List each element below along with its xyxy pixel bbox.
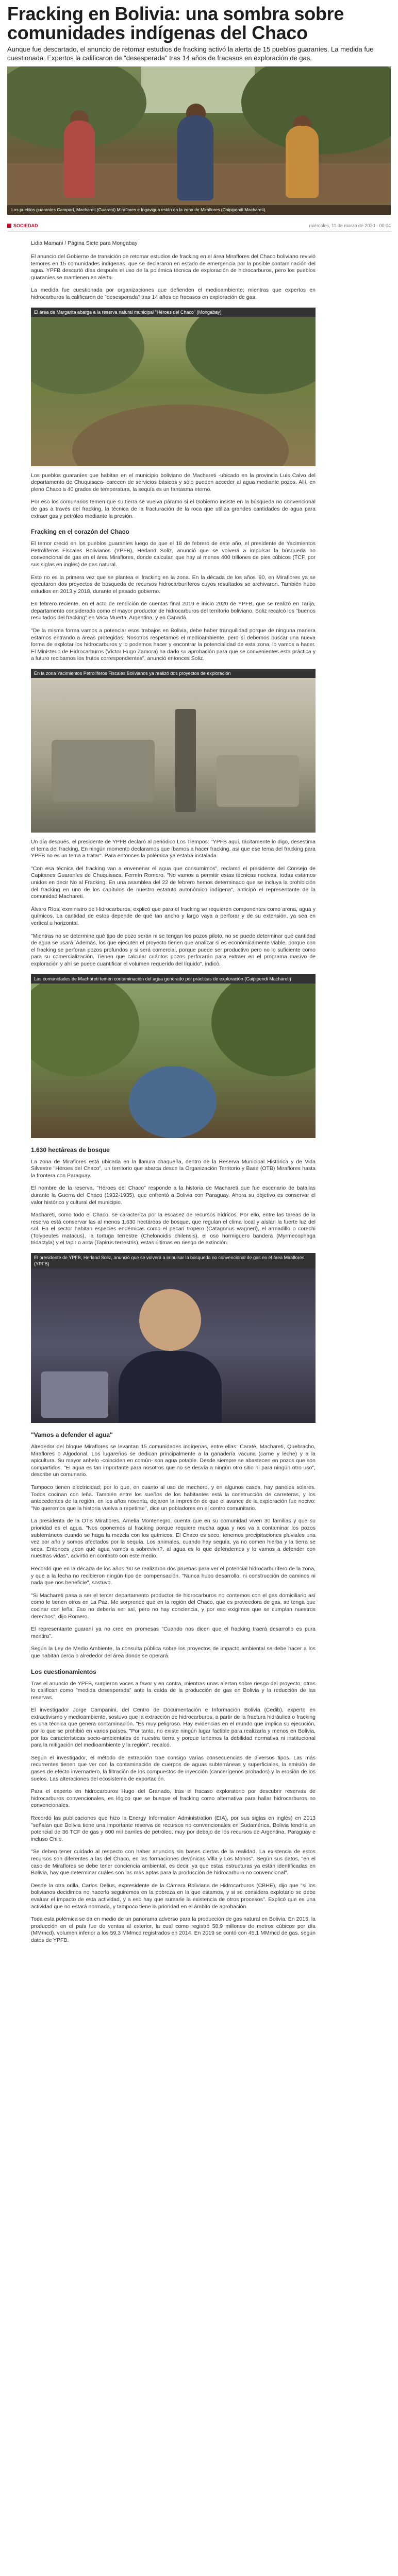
article-body [31,240,316,1944]
paragraph: Por eso los comunarios temen que su tierra se vuelva páramo si el Gobierno insiste en la búsqueda no convencional de gas a través del fracking, la técnica de la fracturación de la roca que utiliza grandes cantidades de agua para extraer gas y petróleo mediante la presión. [31,499,316,519]
subheading: Los cuestionamientos [31,1668,96,1675]
section-name: SOCIEDAD [13,223,38,228]
paragraph: Alrededor del bloque Miraflores se levantan 15 comunidades indígenas, entre ellas: Caraté, Machareti, Quebracho, Miraflores o Algodonal. Los lugareños se dedican principalmente a la ganadería vacuna (carne y leche) y a la apicultura. Su mayor anhelo -coinciden en común- son agua potable. Desde siempre se abastecen en pozos que son compartidos. "El agua es tan importante para nosotros que no se desvía a ningún otro sitio ni para ningún otro uso", describe un comunario. [31,1444,316,1478]
inline-photo-2[interactable] [31,669,316,833]
paragraph: El representante guaraní ya no cree en promesas "Cuando nos dicen que el fracking traerá desarrollo es pura mentira". [31,1626,316,1639]
inline-photo-caption: El presidente de YPFB, Herland Soliz, anunció que se volverá a impulsar la búsqueda no convencional de gas en el área Miraflores (YPFB) [31,1253,316,1268]
paragraph: Los pueblos guaraníes que habitan en el municipio boliviano de Machareti -ubicado en la provincia Luis Calvo del departamento de Chuquisaca- carecen de servicios básicos y sólo pueden acceder al agua mediante pozos. Allí, en pleno Chaco a 40 grados de temperatura, la sequía es un fantasma eterno. [31,472,316,493]
paragraph: Tras el anuncio de YPFB, surgieron voces a favor y en contra, mientras unas alertan sobre riesgo del proyecto, otras lo califican como "medida desesperada" ante la caída de la producción de gas en Bolivia y la reducción de las reservas. [31,1680,316,1701]
subheading: 1.630 hectáreas de bosque [31,1146,110,1154]
inline-image [31,1268,316,1423]
paragraph: El temor creció en los pueblos guaraníes luego de que el 18 de febrero de este año, el presidente de Yacimientos Petrolíferos Fiscales Bolivianos (YPFB), Herland Soliz, anunció que se volverá a impulsar la búsqueda no convencional de gas en el área Miraflores, donde calculan que hay al menos 400 trillones de pies cúbicos (TCF, por sus siglas en inglés) de gas natural. [31,540,316,568]
inline-image [31,984,316,1138]
inline-photo-3[interactable] [31,974,316,1138]
paragraph: Toda esta polémica se da en medio de un panorama adverso para la producción de gas natural en Bolivia. En 2015, la producción en el país fue de ventas al exterior, la cual como registró 58,9 millones de metros cúbicos por día (MMmcd), volumen inferior a los 59,3 MMmcd registrados en 2014. En 2019 se contó con 45,1 MMmcd de gas, según datos de YPFB. [31,1916,316,1943]
paragraph: Machareti, como todo el Chaco, se caracteriza por la escasez de recursos hídricos. Por ello, entre las tareas de la reserva está conservar las al menos 1.630 hectáreas de bosque, que regulan el clima local y aíslan la fuerte luz del sol. En el sector habitan especies endémicas como el pecarí tropero (Catagonus wagneri), el armadillo o corechi (Tolypeutes matacus), la tortuga terrestre (Chelonoidis chilensis), el oso hormiguero bandera (Myrmecophaga tridactyla) y el tapir o anta (Tapirus terrestris), estas últimas en riesgo de extinción. [31,1212,316,1246]
paragraph: "Mientras no se determine qué tipo de pozo serán ni se tengan los pozos piloto, no se puede determinar qué cantidad de agua se usará. Además, los que ejecuten el proyecto tienen que analizar si es económicamente viable, porque con el fracking se perforan pozos profundos y si será comercial, porque puede ser productivo pero no lo suficiente como para su comercialización. Tienen que calcular cuántos pozos perforarán para extraer en el programa masivo de exploración y ahí se puede cuantificar el volumen requerido del líquido", indicó. [31,933,316,967]
hero-photo-caption: Los pueblos guaraníes Caraparí, Machareti (Guaraní) Miraflores e Ingavigua están en la zona de Miraflores (Caipipendi Machareti). [7,205,391,215]
publish-date: miércoles, 11 de marzo de 2020 · 00:04 [309,223,391,228]
paragraph: La medida fue cuestionada por organizaciones que defienden el medioambiente; mientras que expertos en hidrocarburos la calificaron de "desesperada" tras 14 años de fracasos en exploración de gas. [31,287,316,300]
article-title: Fracking en Bolivia: una sombra sobre comunidades indígenas del Chaco [7,3,344,43]
paragraph: Desde la otra orilla, Carlos Delius, expresidente de la Cámara Boliviana de Hidrocarburos (CBHE), dijo que "si los bolivianos decidimos no hacerlo seguiremos en la pobreza en la que estamos, y si se considera explotarlo se debe evaluar el impacto de esta actividad, y a eso hay que sumarle la existencia de otros procesos". Explicó que es una actividad que no estará normada, y tampoco tiene la prioridad en el ámbito de aprobación. [31,1882,316,1910]
paragraph: Álvaro Ríos, exministro de Hidrocarburos, explicó que para el fracking se requieren componentes como arena, agua y químicos. La cantidad de estos depende de qué tan ancho y largo vaya a perforar y de su extensión, ya sea en vertical u horizontal. [31,906,316,926]
article-meta [7,220,391,232]
paragraph: El investigador Jorge Campanini, del Centro de Documentación e Información Bolivia (Cedib), experto en extractivismo y medioambiente, sostuvo que la extracción de hidrocarburos, a partir de la fractura hidráulica o fracking es una técnica que genera contaminación. "Es muy peligroso. Hay evidencias en el mundo que implica su ejecución, por lo que se prohibió en varios países. "Por tanto, no existe ningún lugar factible para realizarla y menos en Bolivia, por las características socio-ambientales de nuestra tierra y porque tenemos la debilidad normativa ni institucional para la mitigación del medioambiente y la región", recalcó. [31,1707,316,1749]
paragraph: Según la Ley de Medio Ambiente, la consulta pública sobre los proyectos de impacto ambiental se debe hacer a los que habitan cerca o alrededor del área donde se operará. [31,1646,316,1659]
subheading: "Vamos a defender el agua" [31,1431,113,1439]
hero-photo[interactable] [7,66,391,215]
inline-photo-caption: Las comunidades de Machareti temen contaminación del agua generado por prácticas de exploración (Caipipendi Machareti) [31,974,316,984]
byline: Lidia Mamani / Página Siete para Mongabay [31,240,138,246]
paragraph: Para el experto en hidrocarburos Hugo del Granado, tras el fracaso exploratorio por descubrir reservas de hidrocarburos convencionales, es lógico que se busque el fracking como alternativa para hallar hidrocarburos no convencionales. [31,1788,316,1809]
section-label[interactable] [7,223,38,228]
paragraph: "De la misma forma vamos a potenciar esos trabajos en Bolivia, debe haber tranquilidad porque de ninguna manera estamos entrando a áreas protegidas. Nosotros respetamos el medioambiente, pero sí debemos buscar una nueva forma de explotar los hidrocarburos y lo podemos hacer y encontrar la potencialidad de esta zona, lo vamos a hacer. El Ministerio de Hidrocarburos (Víctor Hugo Zamora) ha dado su aprobación para que se convenientes esta práctica y a futuro recibamos los frutos correspondientes", anunció entonces Soliz. [31,628,316,662]
inline-image [31,678,316,833]
paragraph: En febrero reciente, en el acto de rendición de cuentas final 2019 e inicio 2020 de YPFB, que se realizó en Tarija, departamento considerado como el mayor productor de hidrocarburos del territorio boliviano, Soliz recalcó los "buenos resultados del fracking" en Vaca Muerta, Argentina, y en Canadá. [31,601,316,621]
paragraph: La presidenta de la OTB Miraflores, Amelia Montenegro, cuenta que en su comunidad viven 30 familias y que su prioridad es el agua. "Nos oponemos al fracking porque requiere mucha agua y nos va a contaminar los pozos subterráneos cuando se haga la mezcla con los químicos. El Chaco es seco, tenemos precipitaciones pluviales una vez por año y somos afectados por la sequía. Los animales, cuando hay sequía, ya no comen hierba y la tierra se seca. Entonces ¿con qué agua vamos a sobrevivir?, al agua es lo que defendemos y lo vamos a defender con nuestras vidas", advirtió en contacto con este medio. [31,1518,316,1560]
article-lead: Aunque fue descartado, el anuncio de retomar estudios de fracking activó la alerta de 15 pueblos guaraníes. La medida fue cuestionada. Expertos la calificaron de "desesperada" tras 14 años de fracasos en exploración de gas. [7,45,374,62]
paragraph: "Si Machareti pasa a ser el tercer departamento productor de hidrocarburos no contemos con el gas domiciliario así como le tienen otros en La Paz. Me sorprende que en la región del Chaco, que es proveedora de gas, se tenga que cocinar con leña. Eso no debería ser así, pero no hay conciencia, y por eso exigimos que se cumplan nuestros derechos", dijo Romero. [31,1592,316,1620]
paragraph: Recordó las publicaciones que hizo la Energy Information Administration (EIA), por sus siglas en inglés) en 2013 "señalan que Bolivia tiene una importante reserva de recursos no convencionales en Sudamérica, Bolivia tendría un potencial de 36 TCF de gas y 600 mil barriles de petróleo, muy por debajo de los recursos de Argentina, Paraguay e incluso Chile. [31,1815,316,1842]
inline-photo-4[interactable] [31,1253,316,1423]
paragraph: Tampoco tienen electricidad; por lo que, en cuanto al uso de mechero, y en algunos casos, hay paneles solares. Todos cocinan con leña. También entre los sueños de los habitantes está la construcción de carreteras, y los antecedentes de la región, en los años noventa, dejaron la impresión de que el avance de la exploración fue nocivo: "No queremos que la historia vuelva a repetirse", dice un pobladores en el centro comunitario. [31,1484,316,1512]
paragraph: El nombre de la reserva, "Héroes del Chaco" responde a la historia de Machareti que fue escenario de batallas durante la Guerra del Chaco (1932-1935), que enfrentó a Bolivia con Paraguay. Ahora su objetivo es conservar el valor histórico y cultural del municipio. [31,1185,316,1206]
paragraph: Esto no es la primera vez que se plantea el fracking en la zona. En la década de los años '90, en Miraflores ya se ejecutaron dos proyectos de búsqueda de recursos hidrocarburíferos cuyos resultados se archivaron. También hubo estudios en 2013 y 2018, durante el pasado gobierno. [31,574,316,595]
paragraph: "Con esa técnica del fracking van a envenenar el agua que consumimos", reclamó el presidente del Consejo de Capitanes Guaraníes de Chuquisaca, Fermín Romero. "No vamos a permitir estas técnicas nocivas, todas estamos unidos en decir No al Fracking. En una asamblea del 22 de febrero hemos determinado que se incluya la prohibición del fracking en uno de los capítulos de nuestro estatuto autonómico indígena", anticipó el representante de la comunidad Machareti. [31,865,316,900]
paragraph: Según el investigador, el método de extracción trae consigo varias consecuencias de diversos tipos. Las más recurrentes tienen que ver con la contaminación de cuerpos de aguas subterráneas y superficiales, la emisión de gases de efecto invernadero, la filtración de los compuestos de inyección (cancerígenos probados) y la erosión de los suelos. Las alteraciones del ecosistema de exportación. [31,1754,316,1782]
paragraph: Recordó que en la década de los años '90 se realizaron dos pruebas para ver el potencial hidrocarburífero de la zona, y que a la fecha no recibieron ningún tipo de compensación. "Nunca hubo desarrollo, ni construcción de caminos ni nada que nos beneficie", sostuvo. [31,1565,316,1586]
inline-photo-caption: En la zona Yacimientos Petrolíferos Fiscales Bolivianos ya realizó dos proyectos de exploración [31,669,316,678]
section-marker-icon [7,224,11,228]
inline-photo-1[interactable] [31,308,316,466]
subheading: Fracking en el corazón del Chaco [31,528,129,536]
hero-image [7,66,391,215]
paragraph: El anuncio del Gobierno de transición de retomar estudios de fracking en el área Miraflores del Chaco boliviano revivió temores en 15 comunidades indígenas, que se declararon en estado de emergencia por la posible contaminación del agua. YPFB descartó días después el uso de la polémica técnica de exploración de hidrocarburos, pero los pueblos guaraníes se mantienen en alerta. [31,253,316,281]
paragraph: "Se deben tener cuidado al respecto con haber anuncios sin bases ciertas de la realidad. La existencia de estos recursos son diferentes a las del Chaco, en las formaciones devónicas Villa y Los Monos". Según sus datos, "en el caso de Miraflores se debe tener conciencia ambiental, es decir, ya que estas estructuras ya están identificadas en Bolivia, hay que determinar cuáles son las más aptas para la producción de hidrocarburo no convencional". [31,1849,316,1876]
inline-photo-caption: El área de Margarita abarga a la reserva natural municipal "Héroes del Chaco" (Mongabay) [31,308,316,317]
article-header [0,0,398,62]
paragraph: La zona de Miraflores está ubicada en la llanura chaqueña, dentro de la Reserva Municipal Histórica y de Vida Silvestre "Héroes del Chaco", un territorio que abarca desde la Organización Territorio y Base (OTB) Miraflores hasta la frontera con Paraguay. [31,1158,316,1179]
paragraph: Un día después, el presidente de YPFB declaró al periódico Los Tiempos: "YPFB aquí, tácitamente lo digo, desestima el tema del fracking. En ningún momento declaramos que íbamos a hacer fracking, así que ese tema del fracking para YPFB no es un tema a tratar". Para entonces la polémica ya estaba instalada. [31,839,316,859]
inline-image [31,317,316,466]
